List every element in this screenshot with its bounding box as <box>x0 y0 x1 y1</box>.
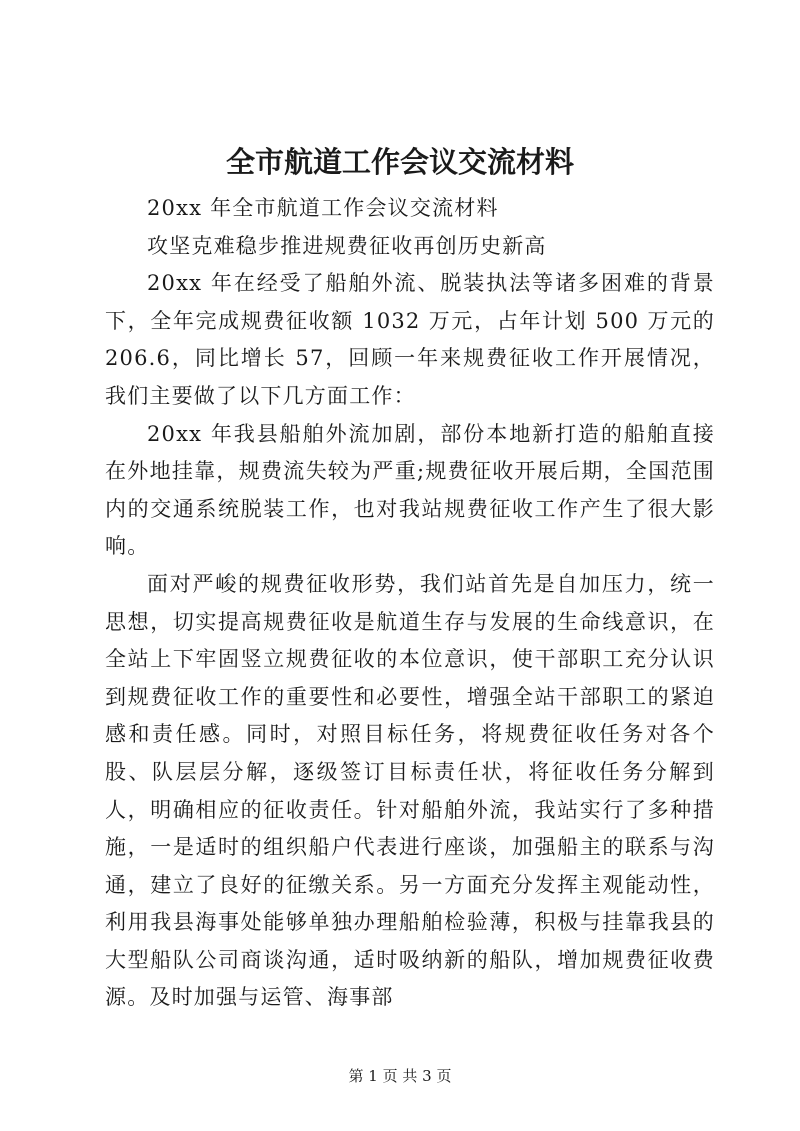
document-title: 全市航道工作会议交流材料 <box>225 145 574 179</box>
page-number-footer: 第 1 页 共 3 页 <box>348 1067 452 1085</box>
body-paragraph: 20xx 年我县船舶外流加剧，部份本地新打造的船舶直接在外地挂靠，规费流失较为严重;规费征收开展后期，全国范围内的交通系统脱装工作，也对我站规费征收工作产生了很大影响。 <box>105 421 715 559</box>
subtitle-line: 20xx 年全市航道工作会议交流材料 <box>147 196 499 220</box>
body-paragraph: 20xx 年在经受了船舶外流、脱装执法等诸多困难的背景下，全年完成规费征收额 1032 万元，占年计划 500 万元的 206.6，同比增长 57，回顾一年来规费征收工作开展情况，我们主要做了以下几方面工作： <box>105 271 715 408</box>
slogan-line: 攻坚克难稳步推进规费征收再创历史新高 <box>147 233 547 258</box>
body-paragraph: 面对严峻的规费征收形势，我们站首先是自加压力，统一思想，切实提高规费征收是航道生存与发展的生命线意识，在全站上下牢固竖立规费征收的本位意识，使干部职工充分认识到规费征收工作的重要性和必要性，增强全站干部职工的紧迫感和责任感。同时，对照目标任务，将规费征收任务对各个股、队层层分解，逐级签订目标责任状，将征收任务分解到人，明确相应的征收责任。针对船舶外流，我站实行了多种措施，一是适时的组织船户代表进行座谈，加强船主的联系与沟通，建立了良好的征缴关系。另一方面充分发挥主观能动性，利用我县海事处能够单独办理船舶检验薄，积极与挂靠我县的大型船队公司商谈沟通，适时吸纳新的船队，增加规费征收费源。及时加强与运管、海事部 <box>105 571 715 1010</box>
document-body <box>105 190 715 1017</box>
